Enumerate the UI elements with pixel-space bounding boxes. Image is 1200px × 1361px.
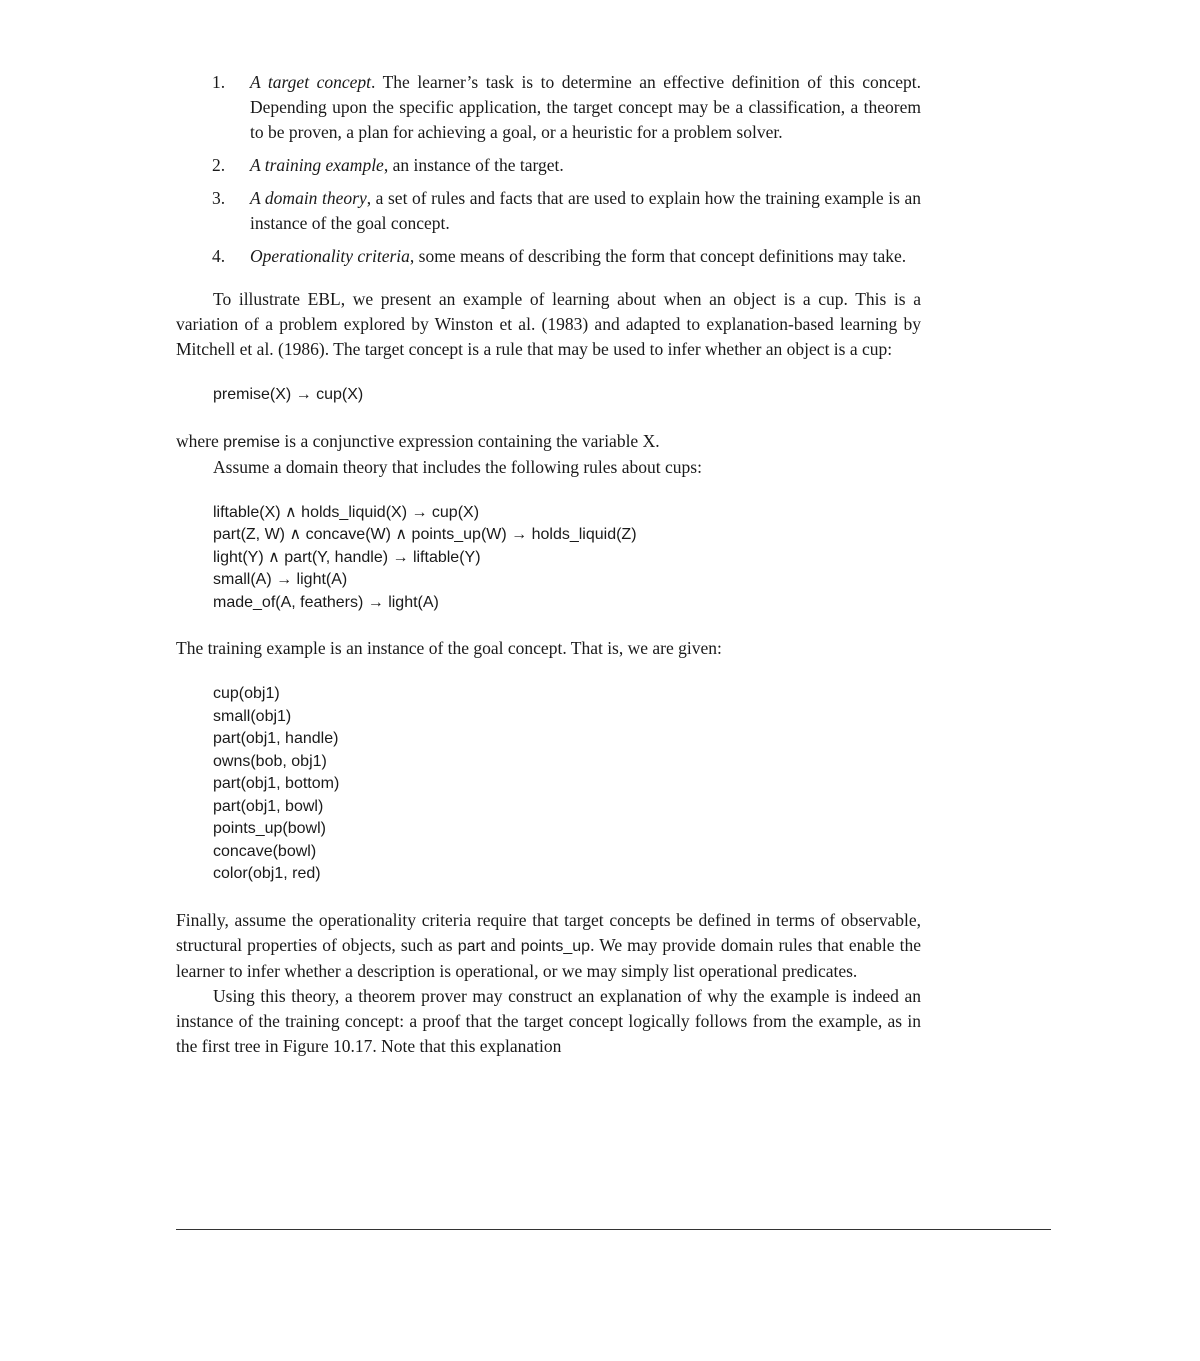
code-line: light(Y) ∧ part(Y, handle) → liftable(Y) bbox=[213, 548, 481, 566]
inline-code: part bbox=[457, 937, 486, 955]
page-body bbox=[176, 70, 921, 1059]
domain-rules bbox=[176, 502, 921, 615]
list-number: 3. bbox=[212, 188, 226, 208]
list-item bbox=[176, 186, 921, 236]
list-item bbox=[176, 153, 921, 178]
list-number: 1. bbox=[212, 72, 226, 92]
paragraph-finally: Finally, assume the operationality criteria require that target concepts be defined in terms of observable, structural properties of objects, such as part and points_up. We may provide domain rules that enable the learner to infer whether a description is operational, or we may simply list operational predicates. bbox=[176, 909, 921, 981]
list-text: , some means of describing the form that concept definitions may take. bbox=[409, 246, 907, 266]
ebl-components-list bbox=[176, 70, 921, 269]
code-line: points_up(bowl) bbox=[213, 820, 326, 837]
code-line: small(obj1) bbox=[213, 707, 292, 725]
code-line: owns(bob, obj1) bbox=[213, 752, 327, 770]
list-text: , a set of rules and facts that are used to explain how the training example is an instance of the goal concept. bbox=[250, 188, 921, 233]
paragraph-assume: Assume a domain theory that includes the following rules about cups: bbox=[213, 456, 702, 477]
code-line: part(obj1, bowl) bbox=[213, 797, 324, 815]
training-facts bbox=[176, 683, 921, 886]
paragraph-where: where premise is a conjunctive expression containing the variable X. bbox=[176, 430, 660, 451]
paragraph-illustrate: To illustrate EBL, we present an example of learning about when an object is a cup. This is a variation of a problem explored by Winston et al. (1983) and adapted to explanation-based learning by Mitchell et al. (1986). The target concept is a rule that may be used to infer whether an object is a cup: bbox=[176, 289, 921, 359]
list-text: , an instance of the target. bbox=[383, 155, 564, 175]
list-term: A target concept bbox=[250, 72, 371, 92]
paragraph-using: Using this theory, a theorem prover may construct an explanation of why the example is indeed an instance of the training concept: a proof that the target concept logically follows from the example, as in the first tree in Figure 10.17. Note that this explanation bbox=[176, 985, 921, 1056]
code-line: cup(obj1) bbox=[213, 685, 280, 702]
list-number: 2. bbox=[212, 155, 226, 175]
list-item bbox=[176, 70, 921, 145]
code-line: part(obj1, handle) bbox=[213, 730, 339, 747]
code-line: concave(bowl) bbox=[213, 842, 317, 860]
list-term: A domain theory bbox=[250, 188, 367, 208]
paragraph-training: The training example is an instance of the goal concept. That is, we are given: bbox=[176, 638, 722, 658]
code-line: part(Z, W) ∧ concave(W) ∧ points_up(W) → holds_liquid(Z) bbox=[213, 526, 637, 543]
code-line: liftable(X) ∧ holds_liquid(X) → cup(X) bbox=[213, 503, 480, 521]
list-number: 4. bbox=[212, 246, 226, 266]
list-text: . The learner’s task is to determine an effective definition of this concept. Depending upon the specific application, the target concept may be a classification, a theorem to be proven, a plan for achieving a goal, or a heuristic for a problem solver. bbox=[250, 72, 921, 142]
code-line: small(A) → light(A) bbox=[213, 571, 348, 588]
code-line: made_of(A, feathers) → light(A) bbox=[213, 593, 439, 611]
list-term: A training example bbox=[250, 155, 384, 175]
target-rule: premise(X) → cup(X) bbox=[213, 386, 364, 403]
code-line: color(obj1, red) bbox=[213, 865, 321, 882]
footer-divider bbox=[176, 1229, 1051, 1230]
inline-code: points_up bbox=[520, 937, 591, 955]
code-line: part(obj1, bottom) bbox=[213, 775, 340, 792]
list-term: Operationality criteria bbox=[250, 246, 410, 266]
list-item bbox=[176, 244, 921, 269]
inline-code: premise bbox=[223, 433, 281, 451]
